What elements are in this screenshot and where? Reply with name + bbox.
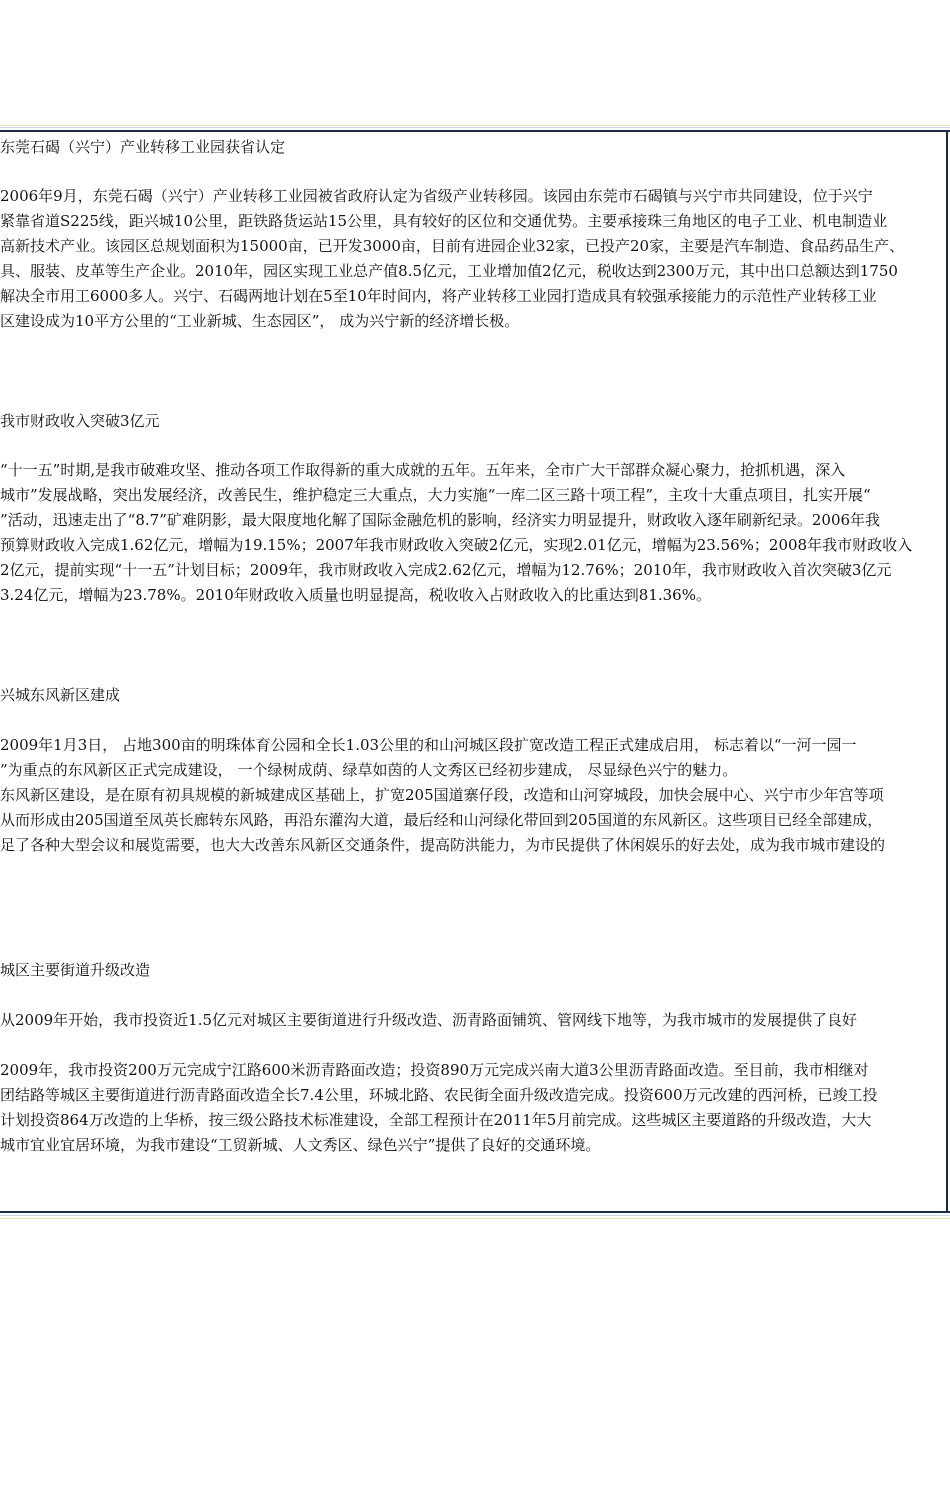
paragraph-line: 预算财政收入完成1.62亿元，增幅为19.15%；2007年我市财政收入突破2亿元，实现2.01亿元，增幅为23.56%；2008年我市财政收入 xyxy=(0,536,913,554)
paragraph-line: 从2009年开始，我市投资近1.5亿元对城区主要街道进行升级改造、沥青路面铺筑、管网线下地等，为我市城市的发展提供了良好 xyxy=(0,1011,858,1029)
paragraph-line: 计划投资864万改造的上华桥，按三级公路技术标准建设，全部工程预计在2011年5月前完成。这些城区主要道路的升级改造，大大 xyxy=(0,1111,872,1129)
document-body xyxy=(0,131,947,1512)
top-border-light xyxy=(0,125,950,126)
paragraph-line: 解决全市用工6000多人。兴宁、石碣两地计划在5至10年时间内，将产业转移工业园打造成具有较强承接能力的示范性产业转移工业 xyxy=(0,287,877,305)
paragraph-line: 2009年，我市投资200万元完成宁江路600米沥青路面改造；投资890万元完成兴南大道3公里沥青路面改造。至目前，我市相继对 xyxy=(0,1061,869,1079)
section-title-dongfeng-district: 兴城东风新区建成 xyxy=(0,686,121,704)
paragraph-line: 东风新区建设，是在原有初具规模的新城建成区基础上，扩宽205国道寨仔段，改造和山河穿城段，加快会展中心、兴宁市少年宫等项 xyxy=(0,786,884,804)
paragraph-line: 城市宜业宜居环境，为我市建设“工贸新城、人文秀区、绿色兴宁”提供了良好的交通环境。 xyxy=(0,1136,601,1154)
paragraph-line: 高新技术产业。该园区总规划面积为15000亩，已开发3000亩，目前有进园企业32家，已投产20家，主要是汽车制造、食品药品生产、 xyxy=(0,237,905,255)
paragraph-line: “十一五”时期,是我市破难攻坚、推动各项工作取得新的重大成就的五年。五年来，全市广大干部群众凝心聚力，抢抓机遇，深入 xyxy=(0,461,846,479)
paragraph-line: 足了各种大型会议和展览需要，也大大改善东风新区交通条件，提高防洪能力，为市民提供了休闲娱乐的好去处，成为我市城市建设的 xyxy=(0,836,886,854)
paragraph-line: 2亿元，提前实现“十一五”计划目标；2009年，我市财政收入完成2.62亿元，增幅为12.76%；2010年，我市财政收入首次突破3亿元 xyxy=(0,561,892,579)
paragraph-line: 具、服装、皮革等生产企业。2010年，园区实现工业总产值8.5亿元，工业增加值2亿元，税收达到2300万元，其中出口总额达到1750 xyxy=(0,262,898,280)
paragraph-line: 2009年1月3日， 占地300亩的明珠体育公园和全长1.03公里的和山河城区段扩宽改造工程正式建成启用， 标志着以“一河一园一 xyxy=(0,736,857,754)
paragraph-line: 3.24亿元，增幅为23.78%。2010年财政收入质量也明显提高，税收收入占财政收入的比重达到81.36%。 xyxy=(0,586,711,604)
paragraph-line: ”活动，迅速走出了“8.7”矿难阴影，最大限度地化解了国际金融危机的影响，经济实力明显提升，财政收入逐年刷新纪录。2006年我 xyxy=(0,511,881,529)
paragraph-line: 城市”发展战略，突出发展经济，改善民生，维护稳定三大重点，大力实施“一库二区三路十项工程”，主攻十大重点项目，扎实开展“ xyxy=(0,486,871,504)
section-title-fiscal-revenue: 我市财政收入突破3亿元 xyxy=(0,412,160,430)
section-title-street-upgrade: 城区主要街道升级改造 xyxy=(0,961,151,979)
paragraph-line: ”为重点的东风新区正式完成建设， 一个绿树成荫、绿草如茵的人文秀区已经初步建成， 尽显绿色兴宁的魅力。 xyxy=(0,761,738,779)
top-border-blue xyxy=(0,127,950,128)
paragraph-line: 紧靠省道S225线，距兴城10公里，距铁路货运站15公里，具有较好的区位和交通优势。主要承接珠三角地区的电子工业、机电制造业 xyxy=(0,212,888,230)
paragraph-line: 区建设成为10平方公里的“工业新城、生态园区”， 成为兴宁新的经济增长极。 xyxy=(0,312,520,330)
paragraph-line: 2006年9月，东莞石碣（兴宁）产业转移工业园被省政府认定为省级产业转移园。该园由东莞市石碣镇与兴宁市共同建设，位于兴宁 xyxy=(0,187,873,205)
paragraph-line: 从而形成由205国道至凤英长廊转东风路，再沿东灌沟大道，最后经和山河绿化带回到205国道的东风新区。这些项目已经全部建成， xyxy=(0,811,883,829)
paragraph-line: 团结路等城区主要街道进行沥青路面改造全长7.4公里，环城北路、农民街全面升级改造完成。投资600万元改建的西河桥，已竣工投 xyxy=(0,1086,878,1104)
section-title-industrial-park: 东莞石碣（兴宁）产业转移工业园获省认定 xyxy=(0,138,286,156)
